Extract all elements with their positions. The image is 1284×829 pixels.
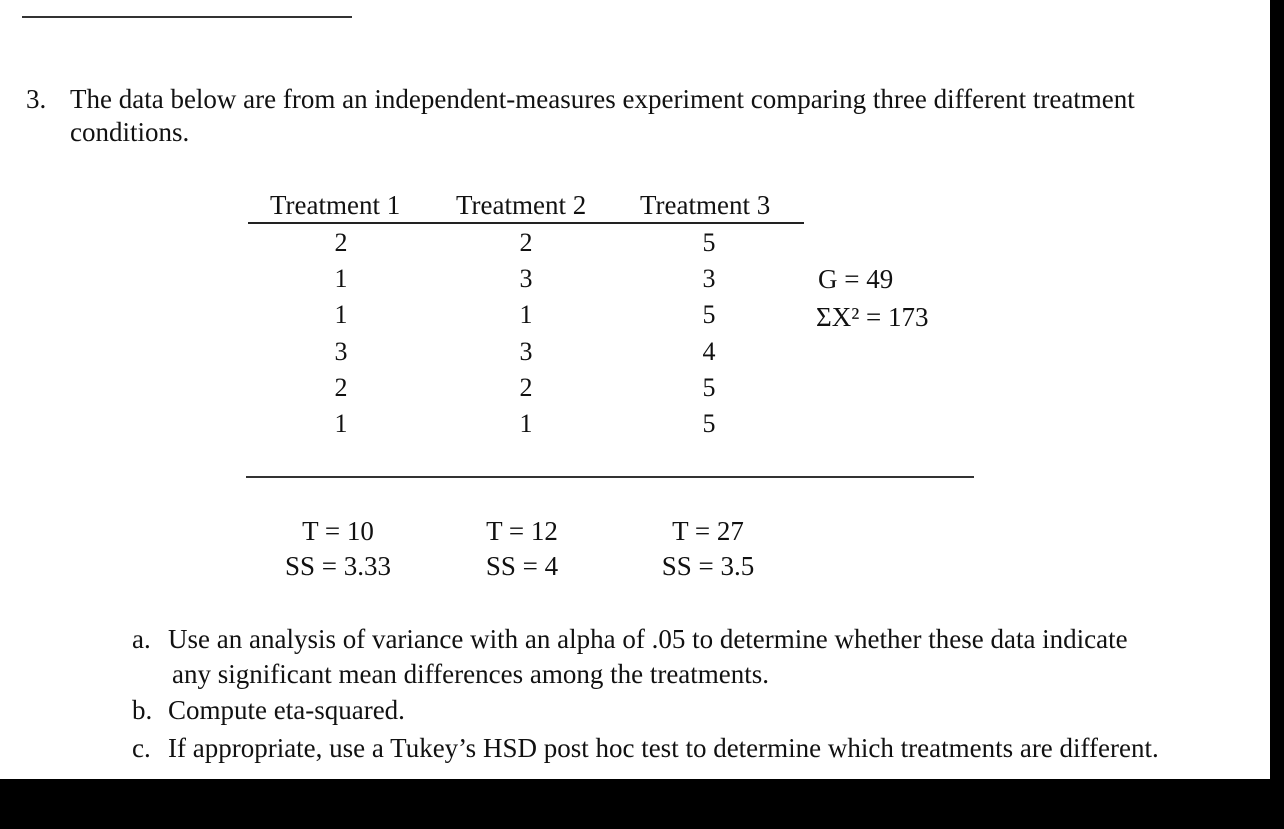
top-divider <box>22 16 352 18</box>
part-c-letter: c. <box>132 733 151 763</box>
t2-ss: SS = 4 <box>485 551 559 581</box>
t3-score: 5 <box>702 300 716 329</box>
header-treatment-2: Treatment 2 <box>456 190 587 220</box>
part-a-letter: a. <box>132 624 151 654</box>
t2-score: 1 <box>519 300 533 329</box>
header-underline <box>248 222 804 224</box>
t3-score: 5 <box>702 373 716 402</box>
part-c-line-1: If appropriate, use a Tukey’s HSD post hoc test to determine which treatments are different. <box>168 733 1159 763</box>
t3-score: 3 <box>702 264 716 293</box>
t2-score: 2 <box>519 373 533 402</box>
t2-total: T = 12 <box>486 516 558 546</box>
t1-score: 1 <box>334 409 348 438</box>
t2-score: 3 <box>519 264 533 293</box>
t3-score: 5 <box>702 409 716 438</box>
grand-total: G = 49 <box>818 264 894 294</box>
t1-ss: SS = 3.33 <box>284 551 391 581</box>
header-treatment-1: Treatment 1 <box>270 190 401 220</box>
table-bottom-rule <box>246 476 974 478</box>
question-text-line-2: conditions. <box>70 117 190 147</box>
part-a-line-1: Use an analysis of variance with an alpha of .05 to determine whether these data indicate <box>168 624 1128 654</box>
sum-of-squared-scores: ΣX² = 173 <box>816 302 929 332</box>
part-b-line-1: Compute eta-squared. <box>168 695 405 725</box>
part-a-line-2: any significant mean differences among the treatments. <box>172 659 770 689</box>
t1-score: 3 <box>334 337 348 366</box>
question-text-line-1: The data below are from an independent-measures experiment comparing three different treatment <box>70 84 1135 114</box>
t1-score: 1 <box>334 264 348 293</box>
t1-score: 2 <box>334 228 348 257</box>
header-treatment-3: Treatment 3 <box>640 190 771 220</box>
t3-score: 5 <box>702 228 716 257</box>
t3-total: T = 27 <box>672 516 744 546</box>
question-number: 3. <box>26 84 47 114</box>
t2-score: 3 <box>519 337 533 366</box>
t2-score: 2 <box>519 228 533 257</box>
t1-total: T = 10 <box>302 516 374 546</box>
t3-ss: SS = 3.5 <box>661 551 755 581</box>
part-b-letter: b. <box>132 695 153 725</box>
t2-score: 1 <box>519 409 533 438</box>
t1-score: 1 <box>334 300 348 329</box>
t1-score: 2 <box>334 373 348 402</box>
t3-score: 4 <box>702 337 716 366</box>
